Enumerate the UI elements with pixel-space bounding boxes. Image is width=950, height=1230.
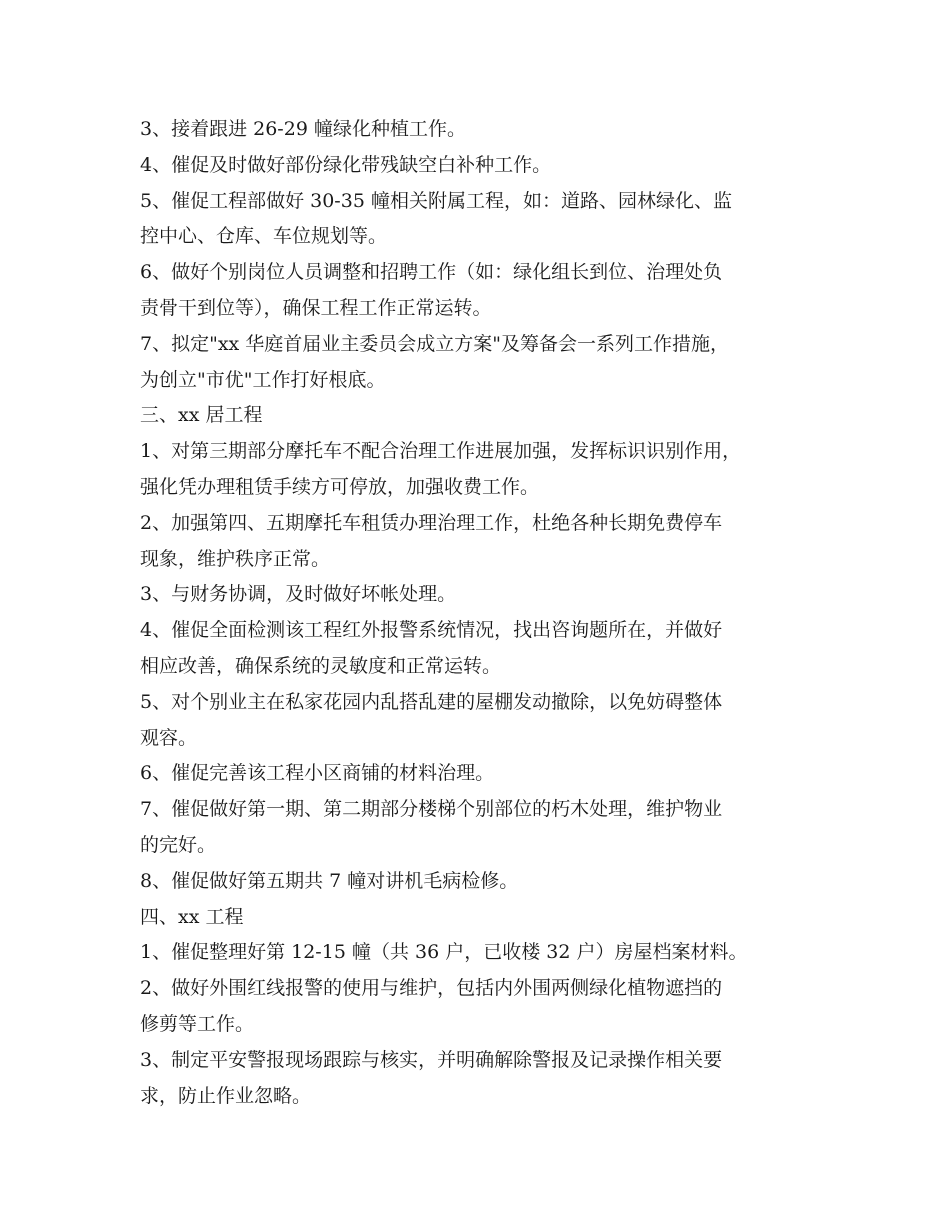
text-line-11: 强化凭办理租赁手续方可停放，加强收费工作。 (140, 475, 540, 498)
text-line-5: 6、做好个别岗位人员调整和招聘工作（如：绿化组长到位、治理处负 (140, 261, 723, 284)
text-line-3: 5、催促工程部做好 30-35 幢相关附属工程，如：道路、园林绿化、监 (140, 189, 732, 212)
document-body (140, 112, 820, 1114)
text-line-7: 7、拟定"xx 华庭首届业主委员会成立方案"及筹备会一系列工作措施， (140, 332, 730, 355)
text-line-1: 3、接着跟进 26-29 幢绿化种植工作。 (140, 118, 466, 140)
text-line-20: 7、催促做好第一期、第二期部分楼梯个别部位的朽木处理，维护物业 (140, 798, 723, 821)
text-line-10: 1、对第三期部分摩托车不配合治理工作进展加强，发挥标识识别作用， (140, 440, 742, 463)
text-line-2: 4、催促及时做好部份绿化带残缺空白补种工作。 (140, 153, 552, 176)
text-line-12: 2、加强第四、五期摩托车租赁办理治理工作，杜绝各种长期免费停车 (140, 511, 723, 534)
text-line-18: 观容。 (140, 726, 198, 749)
text-line-21: 的完好。 (140, 833, 217, 856)
text-line-13: 现象，维护秩序正常。 (140, 547, 331, 570)
text-line-25: 2、做好外围红线报警的使用与维护，包括内外围两侧绿化植物遮挡的 (140, 977, 723, 1000)
text-line-19: 6、催促完善该工程小区商铺的材料治理。 (140, 762, 495, 785)
text-line-4: 控中心、仓库、车位规划等。 (140, 225, 388, 248)
section-heading-3: 三、xx 居工程 (140, 404, 263, 427)
text-line-17: 5、对个别业主在私家花园内乱搭乱建的屋棚发动撤除，以免妨碍整体 (140, 690, 723, 713)
text-line-26: 修剪等工作。 (140, 1012, 255, 1035)
text-line-15: 4、催促全面检测该工程红外报警系统情况，找出咨询题所在，并做好 (140, 619, 723, 642)
text-line-24: 1、催促整理好第 12-15 幢（共 36 户，已收楼 32 户）房屋档案材料。 (140, 941, 748, 964)
text-line-22: 8、催促做好第五期共 7 幢对讲机毛病检修。 (140, 869, 519, 892)
text-line-16: 相应改善，确保系统的灵敏度和正常运转。 (140, 654, 502, 677)
text-line-28: 求，防止作业忽略。 (140, 1084, 312, 1107)
text-line-6: 责骨干到位等），确保工程工作正常运转。 (140, 296, 492, 319)
section-heading-4: 四、xx 工程 (140, 905, 244, 928)
text-line-27: 3、制定平安警报现场跟踪与核实，并明确解除警报及记录操作相关要 (140, 1048, 723, 1071)
text-line-8: 为创立"市优"工作打好根底。 (140, 368, 386, 391)
text-line-14: 3、与财务协调，及时做好坏帐处理。 (140, 583, 457, 606)
